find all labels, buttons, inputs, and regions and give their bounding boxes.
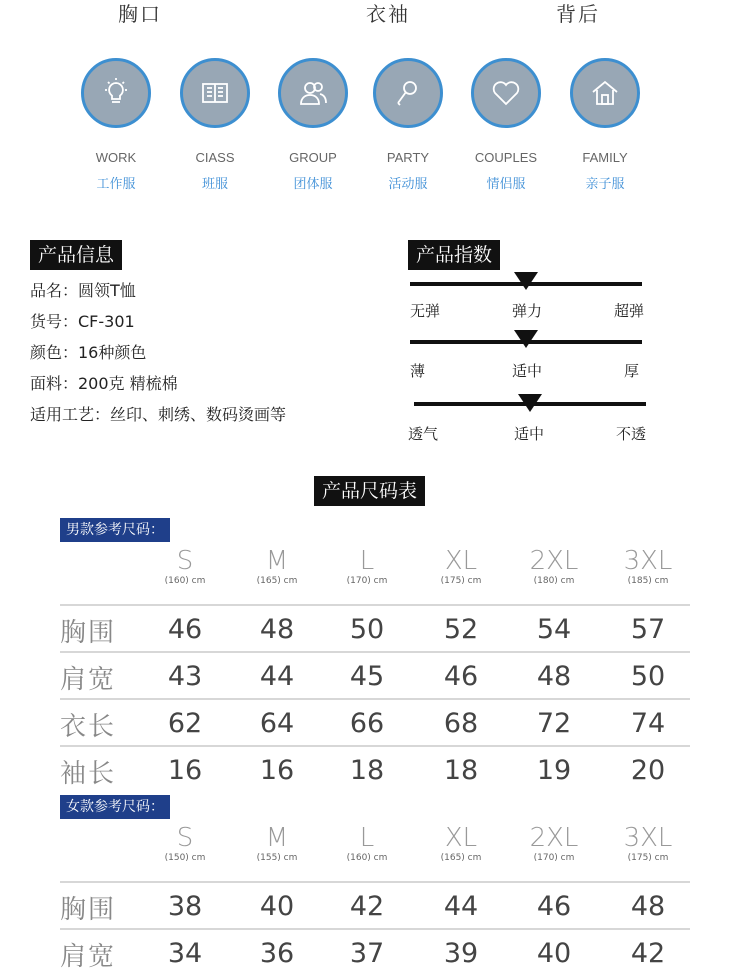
meter-elasticity-marker	[514, 272, 538, 290]
measurement-value: 19	[536, 755, 572, 786]
measurement-value: 44	[259, 661, 295, 692]
book-icon	[198, 76, 232, 110]
measurement-value: 52	[443, 614, 479, 645]
meter-thickness-marker	[514, 330, 538, 348]
measurement-value: 54	[536, 614, 572, 645]
measurement-value: 34	[167, 938, 203, 969]
category-cn-label: 活动服	[388, 177, 428, 192]
size-name: XL	[444, 823, 478, 853]
measurement-value: 36	[259, 938, 295, 969]
size-column-header	[509, 548, 599, 586]
measurement-value: 64	[259, 708, 295, 739]
meter-elasticity-high: 超弹	[614, 302, 645, 320]
size-column-header	[232, 825, 322, 863]
category-circle	[471, 58, 541, 128]
meter-breathability-mid: 适中	[514, 425, 545, 443]
size-height-cm: (165) cm	[256, 576, 298, 586]
size-column-header	[232, 548, 322, 586]
size-name: S	[176, 823, 194, 853]
size-column-header	[140, 825, 230, 863]
category-cn-label: 工作服	[96, 177, 136, 192]
category-cn-label: 情侣服	[486, 177, 526, 192]
category-party[interactable]	[353, 58, 463, 192]
size-name: M	[265, 823, 289, 853]
size-column-header	[416, 825, 506, 863]
measurement-value: 20	[630, 755, 666, 786]
table-row	[60, 881, 690, 928]
info-row-sku: 货号：CF-301	[30, 312, 135, 331]
table-row	[60, 928, 690, 975]
size-name: 2XL	[529, 546, 579, 576]
table-row	[60, 745, 690, 792]
table-row	[60, 698, 690, 745]
measurement-value: 50	[349, 614, 385, 645]
measurement-value: 16	[167, 755, 203, 786]
women-size-table	[60, 825, 690, 975]
size-height-cm: (170) cm	[533, 853, 575, 863]
measurement-label: 肩宽	[60, 665, 117, 695]
category-circle	[570, 58, 640, 128]
category-en-label: PARTY	[386, 150, 430, 165]
category-en-label: GROUP	[289, 150, 337, 165]
category-en-label: COUPLES	[474, 150, 538, 165]
house-icon	[588, 76, 622, 110]
size-height-cm: (165) cm	[440, 853, 482, 863]
meter-thickness-high: 厚	[624, 362, 640, 380]
category-en-label: WORK	[95, 150, 137, 165]
category-family[interactable]	[550, 58, 660, 192]
size-height-cm: (185) cm	[627, 576, 669, 586]
meter-elasticity-low: 无弹	[410, 302, 441, 320]
meter-breathability-marker	[518, 394, 542, 412]
measurement-value: 40	[536, 938, 572, 969]
size-name: S	[176, 546, 194, 576]
category-work[interactable]	[61, 58, 171, 192]
measurement-value: 74	[630, 708, 666, 739]
size-chart-title: 产品尺码表	[314, 476, 425, 506]
heart-icon	[489, 76, 523, 110]
category-cn-label: 班服	[201, 177, 228, 192]
measurement-value: 50	[630, 661, 666, 692]
measurement-value: 72	[536, 708, 572, 739]
placement-label-back: 背后	[556, 2, 600, 26]
measurement-value: 37	[349, 938, 385, 969]
meter-thickness-low: 薄	[410, 362, 426, 380]
info-row-process: 适用工艺：丝印、刺绣、数码烫画等	[30, 405, 287, 424]
measurement-label: 袖长	[60, 759, 117, 789]
men-size-title: 男款参考尺码：	[60, 518, 170, 542]
measurement-value: 39	[443, 938, 479, 969]
size-name: L	[359, 823, 375, 853]
measurement-value: 48	[536, 661, 572, 692]
measurement-value: 40	[259, 891, 295, 922]
category-circle	[373, 58, 443, 128]
measurement-label: 衣长	[60, 712, 117, 742]
measurement-value: 46	[536, 891, 572, 922]
microphone-icon	[391, 76, 425, 110]
measurement-value: 57	[630, 614, 666, 645]
category-class[interactable]	[160, 58, 270, 192]
measurement-value: 66	[349, 708, 385, 739]
measurement-value: 43	[167, 661, 203, 692]
category-en-label: CIASS	[195, 150, 235, 165]
category-group[interactable]	[258, 58, 368, 192]
measurement-label: 胸围	[60, 618, 117, 648]
size-name: XL	[444, 546, 478, 576]
lightbulb-icon	[99, 76, 133, 110]
meter-elasticity-mid: 弹力	[512, 302, 543, 320]
measurement-value: 45	[349, 661, 385, 692]
measurement-value: 38	[167, 891, 203, 922]
category-circle	[81, 58, 151, 128]
table-row	[60, 604, 690, 651]
measurement-value: 16	[259, 755, 295, 786]
women-size-title: 女款参考尺码：	[60, 795, 170, 819]
measurement-label: 肩宽	[60, 942, 117, 972]
meter-breathability-high: 不透	[616, 425, 647, 443]
size-height-cm: (180) cm	[533, 576, 575, 586]
measurement-value: 18	[349, 755, 385, 786]
info-row-fabric: 面料：200克 精梳棉	[30, 374, 178, 393]
placement-label-sleeve: 衣袖	[366, 2, 410, 26]
size-column-header	[140, 548, 230, 586]
measurement-value: 42	[630, 938, 666, 969]
table-row	[60, 651, 690, 698]
size-name: 3XL	[623, 823, 673, 853]
category-en-label: FAMILY	[582, 150, 628, 165]
meter-breathability-low: 透气	[408, 425, 439, 443]
measurement-label: 胸围	[60, 895, 117, 925]
category-cn-label: 团体服	[293, 177, 333, 192]
size-column-header	[322, 548, 412, 586]
group-icon	[296, 76, 330, 110]
size-column-header	[603, 825, 693, 863]
size-height-cm: (175) cm	[440, 576, 482, 586]
size-name: 3XL	[623, 546, 673, 576]
measurement-value: 44	[443, 891, 479, 922]
measurement-value: 18	[443, 755, 479, 786]
size-header-row	[60, 825, 690, 881]
category-couples[interactable]	[451, 58, 561, 192]
size-height-cm: (160) cm	[346, 853, 388, 863]
size-column-header	[509, 825, 599, 863]
measurement-value: 46	[167, 614, 203, 645]
size-name: 2XL	[529, 823, 579, 853]
measurement-value: 48	[630, 891, 666, 922]
measurement-value: 62	[167, 708, 203, 739]
size-height-cm: (160) cm	[164, 576, 206, 586]
size-height-cm: (155) cm	[256, 853, 298, 863]
measurement-value: 42	[349, 891, 385, 922]
info-row-name: 品名：圆领T恤	[30, 281, 136, 300]
placement-label-chest: 胸口	[118, 2, 162, 26]
size-height-cm: (175) cm	[627, 853, 669, 863]
size-height-cm: (150) cm	[164, 853, 206, 863]
size-name: L	[359, 546, 375, 576]
product-index-title: 产品指数	[408, 240, 500, 270]
measurement-value: 68	[443, 708, 479, 739]
product-info-title: 产品信息	[30, 240, 122, 270]
measurement-value: 48	[259, 614, 295, 645]
size-height-cm: (170) cm	[346, 576, 388, 586]
meter-thickness-mid: 适中	[512, 362, 543, 380]
category-cn-label: 亲子服	[585, 177, 625, 192]
category-circle	[278, 58, 348, 128]
size-header-row	[60, 548, 690, 604]
size-column-header	[603, 548, 693, 586]
info-row-colors: 颜色：16种颜色	[30, 343, 147, 362]
measurement-value: 46	[443, 661, 479, 692]
size-column-header	[322, 825, 412, 863]
size-name: M	[265, 546, 289, 576]
category-circle	[180, 58, 250, 128]
size-column-header	[416, 548, 506, 586]
men-size-table	[60, 548, 690, 792]
